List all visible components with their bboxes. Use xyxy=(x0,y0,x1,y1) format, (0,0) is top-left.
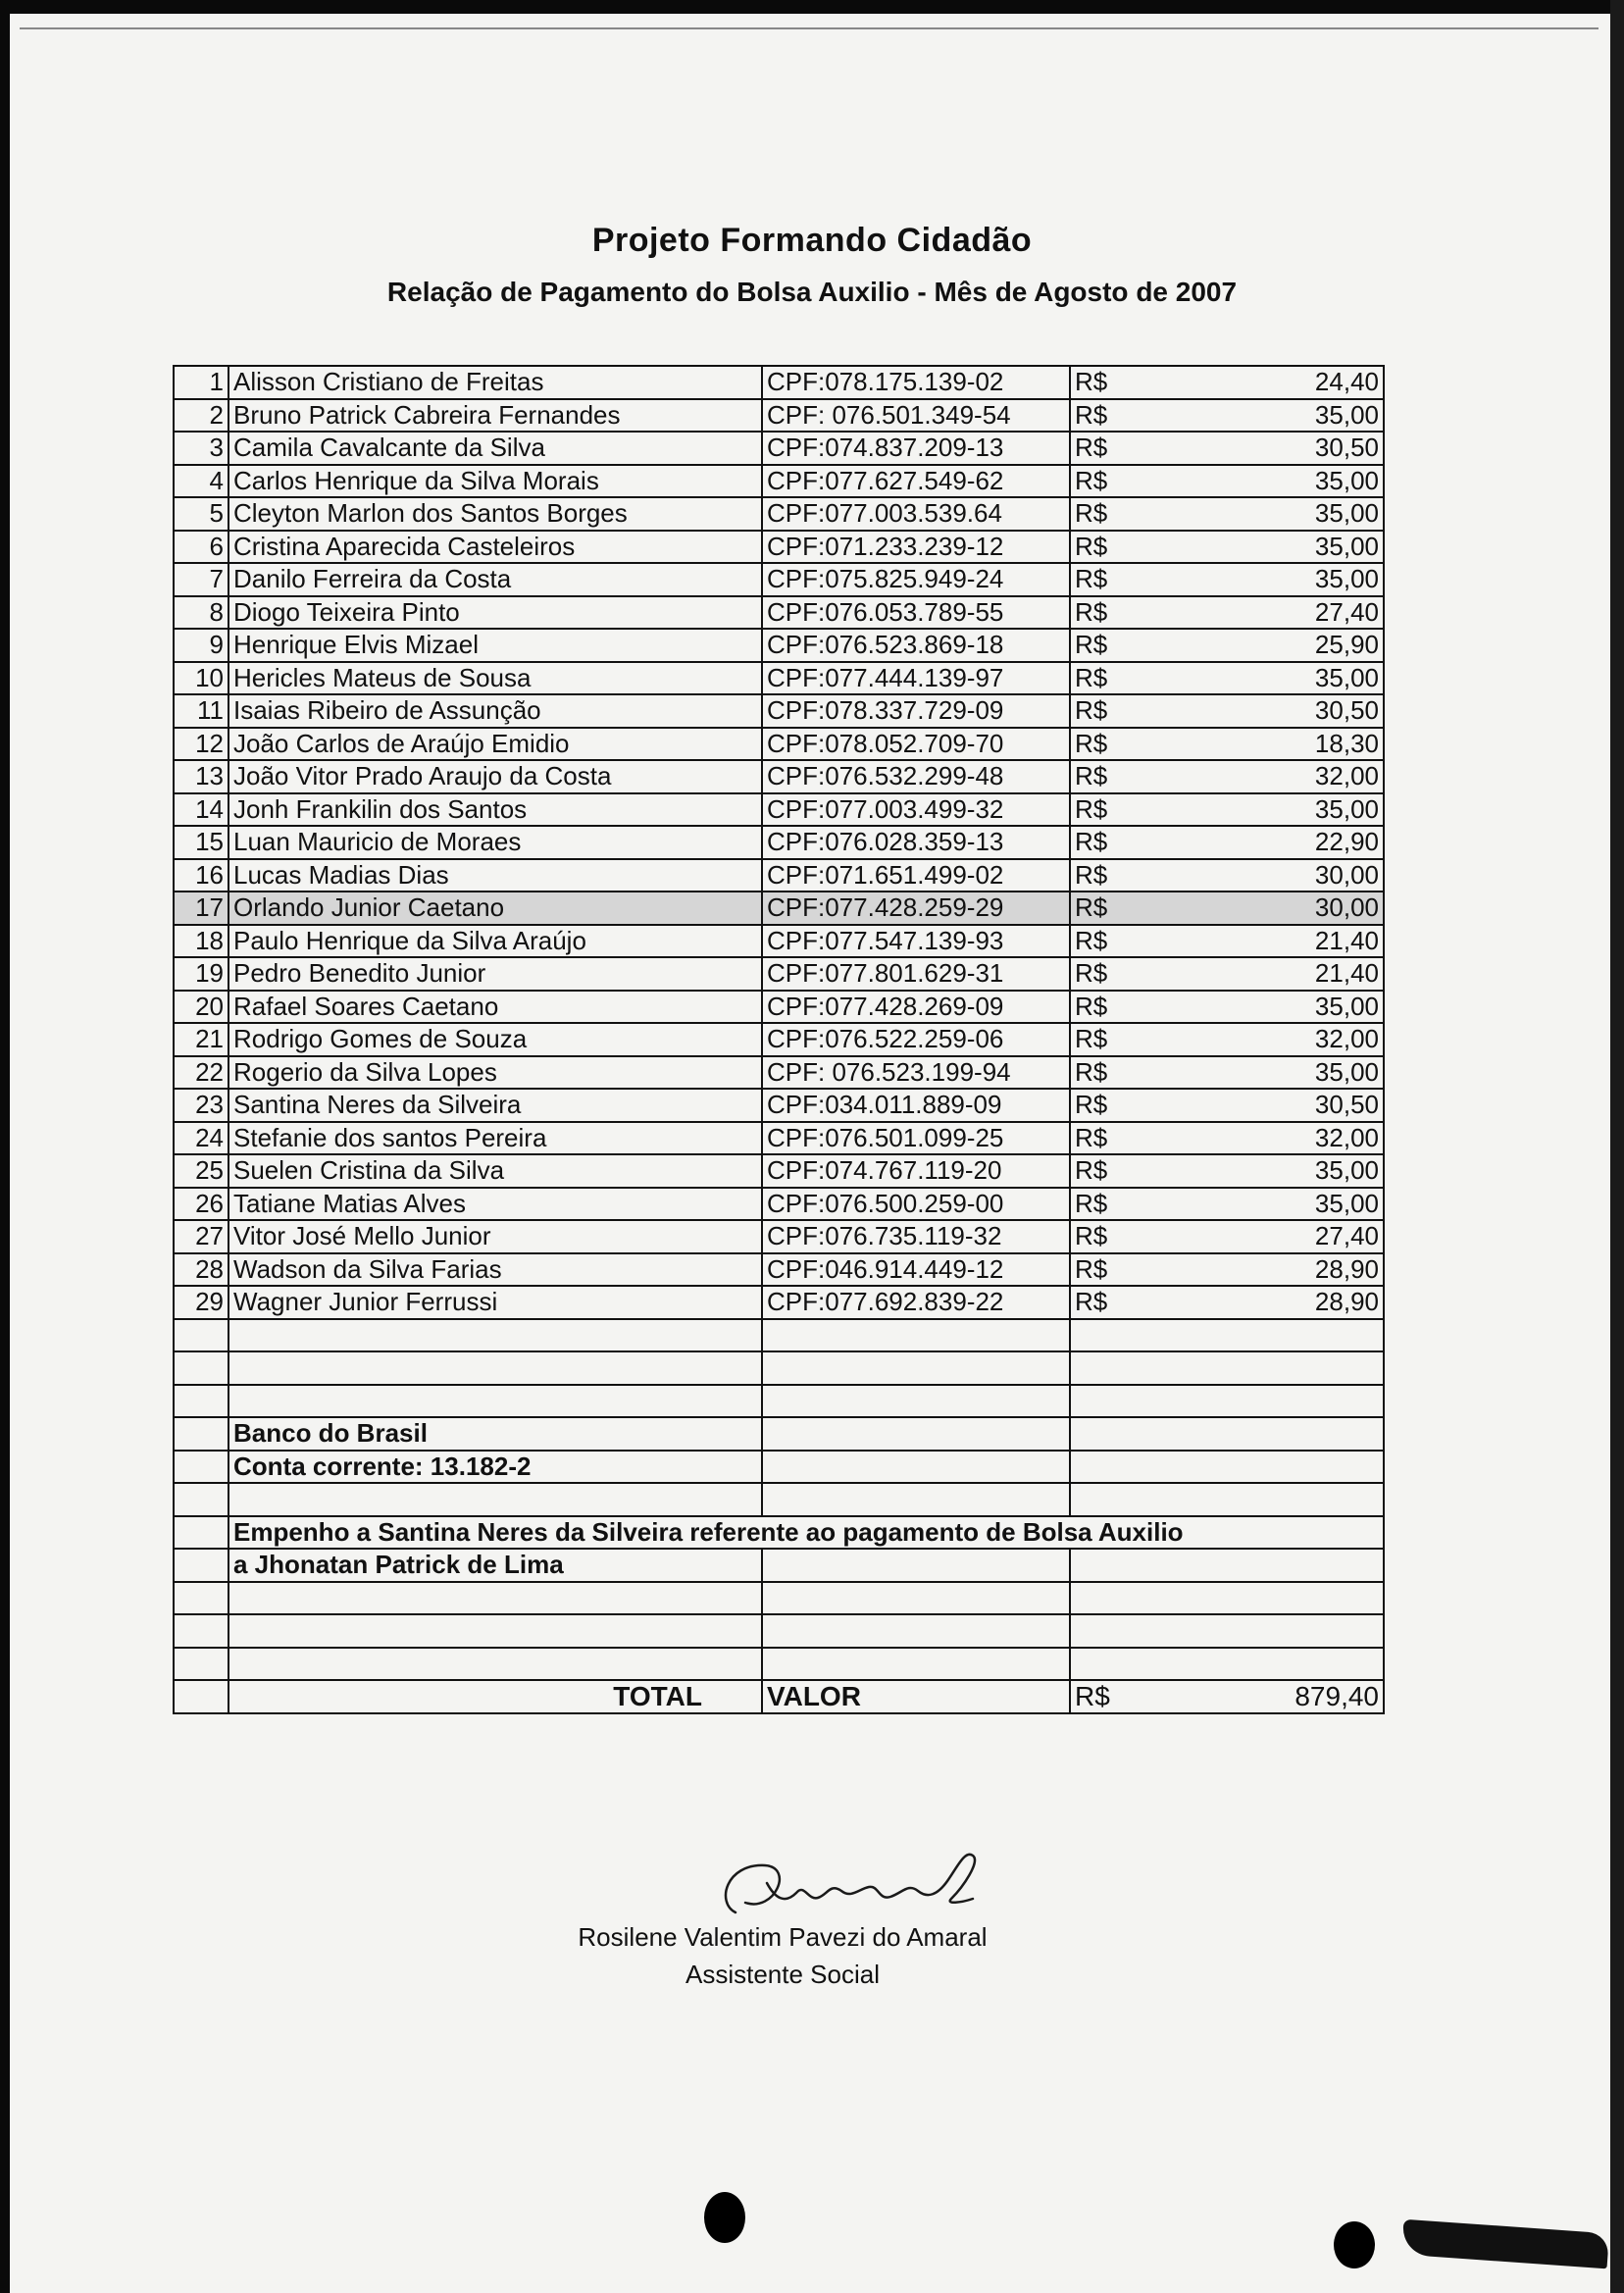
currency-symbol: R$ xyxy=(1070,957,1148,991)
currency-symbol: R$ xyxy=(1070,991,1148,1024)
total-label: TOTAL xyxy=(228,1680,762,1713)
row-number: 18 xyxy=(174,925,228,958)
beneficiary-name: Stefanie dos santos Pereira xyxy=(228,1122,762,1155)
table-row xyxy=(174,1154,1384,1188)
row-number: 29 xyxy=(174,1286,228,1319)
account-row xyxy=(174,1451,1384,1484)
document-subtitle: Relação de Pagamento do Bolsa Auxilio - Mês de Agosto de 2007 xyxy=(386,277,1238,307)
footer-rows xyxy=(174,1319,1384,1713)
beneficiary-name: Orlando Junior Caetano xyxy=(228,892,762,925)
row-number: 7 xyxy=(174,563,228,596)
table-row xyxy=(174,760,1384,793)
beneficiary-cpf: CPF:076.028.359-13 xyxy=(762,826,1070,859)
row-number: 15 xyxy=(174,826,228,859)
currency-symbol: R$ xyxy=(1070,1220,1148,1253)
payment-amount: 27,40 xyxy=(1148,596,1384,630)
total-row xyxy=(174,1680,1384,1713)
beneficiary-cpf: CPF:078.337.729-09 xyxy=(762,694,1070,728)
blank-row xyxy=(174,1614,1384,1648)
beneficiary-name: Rafael Soares Caetano xyxy=(228,991,762,1024)
beneficiary-name: Lucas Madias Dias xyxy=(228,859,762,892)
total-amount: 879,40 xyxy=(1148,1680,1384,1713)
beneficiary-name: Wadson da Silva Farias xyxy=(228,1253,762,1287)
payment-amount: 30,00 xyxy=(1148,892,1384,925)
signatory-name: Rosilene Valentim Pavezi do Amaral xyxy=(578,1922,988,1952)
payment-amount: 18,30 xyxy=(1148,728,1384,761)
payment-amount: 28,90 xyxy=(1148,1253,1384,1287)
beneficiary-name: Vitor José Mello Junior xyxy=(228,1220,762,1253)
punch-hole-mark xyxy=(1334,2221,1375,2268)
payment-amount: 35,00 xyxy=(1148,497,1384,531)
table-row xyxy=(174,1089,1384,1122)
payment-amount: 30,50 xyxy=(1148,1089,1384,1122)
scan-border-top xyxy=(0,0,1624,14)
currency-symbol: R$ xyxy=(1070,859,1148,892)
table-row xyxy=(174,432,1384,465)
payment-amount: 35,00 xyxy=(1148,793,1384,827)
beneficiary-cpf: CPF:077.692.839-22 xyxy=(762,1286,1070,1319)
table-row xyxy=(174,465,1384,498)
row-number: 20 xyxy=(174,991,228,1024)
row-number: 28 xyxy=(174,1253,228,1287)
table-row xyxy=(174,694,1384,728)
row-number: 5 xyxy=(174,497,228,531)
table-row xyxy=(174,826,1384,859)
beneficiary-cpf: CPF:076.500.259-00 xyxy=(762,1188,1070,1221)
currency-symbol: R$ xyxy=(1070,629,1148,662)
row-number: 24 xyxy=(174,1122,228,1155)
beneficiary-name: João Vitor Prado Araujo da Costa xyxy=(228,760,762,793)
table-row xyxy=(174,1253,1384,1287)
currency-symbol: R$ xyxy=(1070,563,1148,596)
note-row-1 xyxy=(174,1516,1384,1550)
note-row-2 xyxy=(174,1549,1384,1582)
payment-amount: 35,00 xyxy=(1148,399,1384,433)
table-row xyxy=(174,662,1384,695)
row-number: 1 xyxy=(174,366,228,399)
row-number: 6 xyxy=(174,531,228,564)
payment-amount: 35,00 xyxy=(1148,1154,1384,1188)
payment-amount: 30,50 xyxy=(1148,694,1384,728)
payment-amount: 35,00 xyxy=(1148,1056,1384,1090)
payment-amount: 32,00 xyxy=(1148,760,1384,793)
blank-row xyxy=(174,1582,1384,1615)
blank-row xyxy=(174,1319,1384,1352)
beneficiary-cpf: CPF:076.501.099-25 xyxy=(762,1122,1070,1155)
payment-amount: 28,90 xyxy=(1148,1286,1384,1319)
payment-amount: 32,00 xyxy=(1148,1023,1384,1056)
beneficiary-cpf: CPF:076.532.299-48 xyxy=(762,760,1070,793)
row-number: 17 xyxy=(174,892,228,925)
currency-symbol: R$ xyxy=(1070,399,1148,433)
currency-symbol: R$ xyxy=(1070,596,1148,630)
table-row xyxy=(174,793,1384,827)
currency-symbol: R$ xyxy=(1070,925,1148,958)
beneficiary-name: Rogerio da Silva Lopes xyxy=(228,1056,762,1090)
currency-symbol: R$ xyxy=(1070,760,1148,793)
beneficiary-name: Wagner Junior Ferrussi xyxy=(228,1286,762,1319)
row-number: 3 xyxy=(174,432,228,465)
beneficiary-cpf: CPF:078.175.139-02 xyxy=(762,366,1070,399)
beneficiary-cpf: CPF:078.052.709-70 xyxy=(762,728,1070,761)
beneficiary-name: Tatiane Matias Alves xyxy=(228,1188,762,1221)
beneficiary-cpf: CPF:077.003.539.64 xyxy=(762,497,1070,531)
beneficiary-name: Hericles Mateus de Sousa xyxy=(228,662,762,695)
beneficiary-cpf: CPF:077.547.139-93 xyxy=(762,925,1070,958)
total-valor-label: VALOR xyxy=(762,1680,1070,1713)
currency-symbol: R$ xyxy=(1070,1154,1148,1188)
blank-row xyxy=(174,1385,1384,1418)
table-row xyxy=(174,596,1384,630)
row-number: 12 xyxy=(174,728,228,761)
blank-row xyxy=(174,1648,1384,1681)
currency-symbol: R$ xyxy=(1070,1122,1148,1155)
bank-name: Banco do Brasil xyxy=(228,1417,762,1451)
beneficiary-name: Isaias Ribeiro de Assunção xyxy=(228,694,762,728)
row-number: 26 xyxy=(174,1188,228,1221)
total-currency: R$ xyxy=(1070,1680,1148,1713)
beneficiary-name: Danilo Ferreira da Costa xyxy=(228,563,762,596)
currency-symbol: R$ xyxy=(1070,1188,1148,1221)
payment-amount: 35,00 xyxy=(1148,991,1384,1024)
currency-symbol: R$ xyxy=(1070,1286,1148,1319)
beneficiary-cpf: CPF:076.522.259-06 xyxy=(762,1023,1070,1056)
bank-account: Conta corrente: 13.182-2 xyxy=(228,1451,762,1484)
table-row xyxy=(174,1188,1384,1221)
payment-amount: 24,40 xyxy=(1148,366,1384,399)
table-row xyxy=(174,892,1384,925)
row-number: 8 xyxy=(174,596,228,630)
row-number: 2 xyxy=(174,399,228,433)
payment-amount: 27,40 xyxy=(1148,1220,1384,1253)
currency-symbol: R$ xyxy=(1070,531,1148,564)
table-row xyxy=(174,859,1384,892)
table-row xyxy=(174,629,1384,662)
currency-symbol: R$ xyxy=(1070,1089,1148,1122)
row-number: 27 xyxy=(174,1220,228,1253)
handwritten-signature xyxy=(706,1844,1000,1932)
row-number: 9 xyxy=(174,629,228,662)
beneficiary-cpf: CPF:071.651.499-02 xyxy=(762,859,1070,892)
payment-amount: 32,00 xyxy=(1148,1122,1384,1155)
beneficiary-cpf: CPF:077.003.499-32 xyxy=(762,793,1070,827)
currency-symbol: R$ xyxy=(1070,1056,1148,1090)
payment-amount: 21,40 xyxy=(1148,957,1384,991)
currency-symbol: R$ xyxy=(1070,793,1148,827)
row-number: 21 xyxy=(174,1023,228,1056)
payment-amount: 25,90 xyxy=(1148,629,1384,662)
currency-symbol: R$ xyxy=(1070,728,1148,761)
row-number: 19 xyxy=(174,957,228,991)
payment-amount: 35,00 xyxy=(1148,465,1384,498)
note-line-2: a Jhonatan Patrick de Lima xyxy=(228,1549,762,1582)
payment-amount: 30,50 xyxy=(1148,432,1384,465)
row-number: 22 xyxy=(174,1056,228,1090)
beneficiary-cpf: CPF:074.837.209-13 xyxy=(762,432,1070,465)
beneficiary-cpf: CPF:071.233.239-12 xyxy=(762,531,1070,564)
table-row xyxy=(174,531,1384,564)
beneficiary-cpf: CPF:077.428.269-09 xyxy=(762,991,1070,1024)
beneficiary-cpf: CPF:076.735.119-32 xyxy=(762,1220,1070,1253)
payment-amount: 35,00 xyxy=(1148,1188,1384,1221)
table-row xyxy=(174,925,1384,958)
beneficiary-cpf: CPF:034.011.889-09 xyxy=(762,1089,1070,1122)
row-number: 13 xyxy=(174,760,228,793)
row-number: 25 xyxy=(174,1154,228,1188)
table-row xyxy=(174,497,1384,531)
beneficiary-name: Cleyton Marlon dos Santos Borges xyxy=(228,497,762,531)
blank-row xyxy=(174,1351,1384,1385)
signatory-role: Assistente Social xyxy=(685,1960,880,1989)
beneficiary-name: Rodrigo Gomes de Souza xyxy=(228,1023,762,1056)
payment-amount: 21,40 xyxy=(1148,925,1384,958)
beneficiary-name: Cristina Aparecida Casteleiros xyxy=(228,531,762,564)
table-row xyxy=(174,1056,1384,1090)
beneficiary-cpf: CPF:077.428.259-29 xyxy=(762,892,1070,925)
beneficiary-name: Luan Mauricio de Moraes xyxy=(228,826,762,859)
bank-row xyxy=(174,1417,1384,1451)
beneficiary-cpf: CPF:046.914.449-12 xyxy=(762,1253,1070,1287)
payment-amount: 35,00 xyxy=(1148,531,1384,564)
row-number: 16 xyxy=(174,859,228,892)
beneficiary-name: Carlos Henrique da Silva Morais xyxy=(228,465,762,498)
beneficiary-name: Santina Neres da Silveira xyxy=(228,1089,762,1122)
currency-symbol: R$ xyxy=(1070,1253,1148,1287)
payment-amount: 35,00 xyxy=(1148,662,1384,695)
payment-rows xyxy=(174,366,1384,1319)
currency-symbol: R$ xyxy=(1070,826,1148,859)
blank-row xyxy=(174,1483,1384,1516)
beneficiary-name: Henrique Elvis Mizael xyxy=(228,629,762,662)
beneficiary-cpf: CPF:077.627.549-62 xyxy=(762,465,1070,498)
beneficiary-name: Diogo Teixeira Pinto xyxy=(228,596,762,630)
beneficiary-name: Alisson Cristiano de Freitas xyxy=(228,366,762,399)
row-number: 23 xyxy=(174,1089,228,1122)
note-line-1: Empenho a Santina Neres da Silveira referente ao pagamento de Bolsa Auxilio xyxy=(228,1516,1384,1550)
table-row xyxy=(174,1122,1384,1155)
currency-symbol: R$ xyxy=(1070,1023,1148,1056)
beneficiary-cpf: CPF:075.825.949-24 xyxy=(762,563,1070,596)
row-number: 10 xyxy=(174,662,228,695)
currency-symbol: R$ xyxy=(1070,432,1148,465)
beneficiary-cpf: CPF:074.767.119-20 xyxy=(762,1154,1070,1188)
currency-symbol: R$ xyxy=(1070,366,1148,399)
punch-hole-mark xyxy=(704,2192,745,2243)
payment-amount: 22,90 xyxy=(1148,826,1384,859)
currency-symbol: R$ xyxy=(1070,465,1148,498)
row-number: 4 xyxy=(174,465,228,498)
table-row xyxy=(174,366,1384,399)
beneficiary-name: Bruno Patrick Cabreira Fernandes xyxy=(228,399,762,433)
scan-line xyxy=(20,27,1599,29)
beneficiary-cpf: CPF:076.523.869-18 xyxy=(762,629,1070,662)
table-row xyxy=(174,957,1384,991)
table-row xyxy=(174,728,1384,761)
document-title: Projeto Formando Cidadão xyxy=(591,222,1033,259)
beneficiary-name: Camila Cavalcante da Silva xyxy=(228,432,762,465)
row-number: 14 xyxy=(174,793,228,827)
beneficiary-name: Paulo Henrique da Silva Araújo xyxy=(228,925,762,958)
beneficiary-cpf: CPF: 076.501.349-54 xyxy=(762,399,1070,433)
currency-symbol: R$ xyxy=(1070,892,1148,925)
beneficiary-name: Suelen Cristina da Silva xyxy=(228,1154,762,1188)
payment-amount: 30,00 xyxy=(1148,859,1384,892)
beneficiary-cpf: CPF:077.444.139-97 xyxy=(762,662,1070,695)
table-row xyxy=(174,399,1384,433)
currency-symbol: R$ xyxy=(1070,662,1148,695)
currency-symbol: R$ xyxy=(1070,694,1148,728)
currency-symbol: R$ xyxy=(1070,497,1148,531)
payment-amount: 35,00 xyxy=(1148,563,1384,596)
payment-table xyxy=(173,365,1385,1714)
beneficiary-cpf: CPF:077.801.629-31 xyxy=(762,957,1070,991)
table-row xyxy=(174,1220,1384,1253)
beneficiary-cpf: CPF: 076.523.199-94 xyxy=(762,1056,1070,1090)
beneficiary-name: Jonh Frankilin dos Santos xyxy=(228,793,762,827)
beneficiary-cpf: CPF:076.053.789-55 xyxy=(762,596,1070,630)
beneficiary-name: João Carlos de Araújo Emidio xyxy=(228,728,762,761)
row-number: 11 xyxy=(174,694,228,728)
table-row xyxy=(174,563,1384,596)
table-row xyxy=(174,1023,1384,1056)
table-row xyxy=(174,1286,1384,1319)
table-row xyxy=(174,991,1384,1024)
beneficiary-name: Pedro Benedito Junior xyxy=(228,957,762,991)
ink-smudge xyxy=(1401,2219,1609,2269)
